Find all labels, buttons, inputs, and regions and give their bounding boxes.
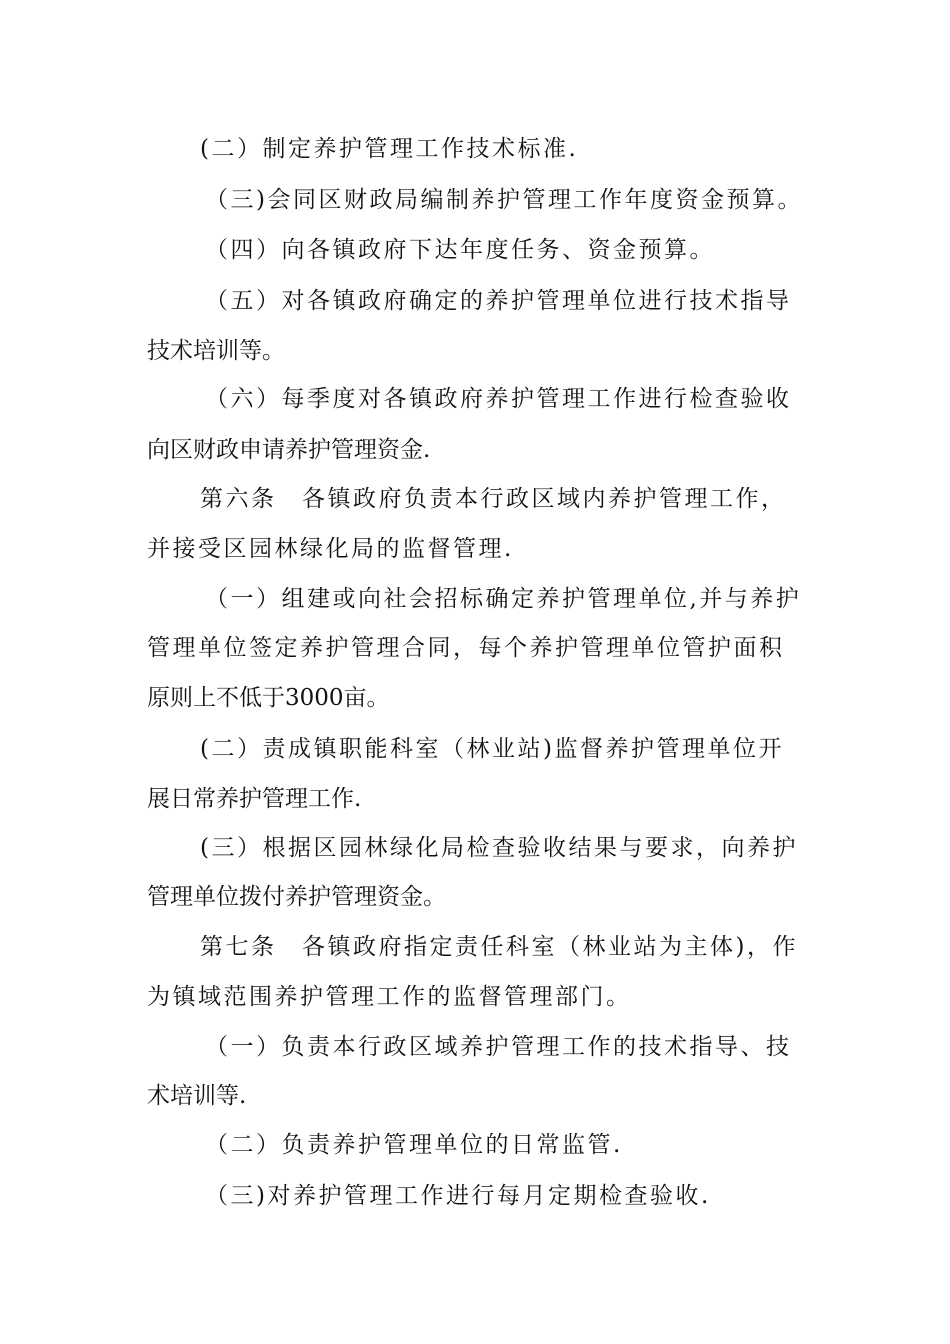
text-line: （三)会同区财政局编制养护管理工作年度资金预算。 <box>205 187 803 213</box>
text-line: 技术培训等。 <box>147 338 285 364</box>
text-line: （二）负责养护管理单位的日常监管. <box>205 1132 623 1158</box>
text-line: 为镇域范围养护管理工作的监督管理部门。 <box>147 984 632 1010</box>
section-heading-line: 第七条 各镇政府指定责任科室（林业站为主体)，作 <box>200 934 798 960</box>
text-line: （四）向各镇政府下达年度任务、资金预算。 <box>205 237 715 263</box>
text-line: (二）制定养护管理工作技术标准. <box>200 136 579 162</box>
text-line: 展日常养护管理工作. <box>147 786 362 812</box>
text-line: （六）每季度对各镇政府养护管理工作进行检查验收 <box>205 386 792 412</box>
text-line: 原则上不低于3000亩。 <box>147 685 390 711</box>
text-line: （一）组建或向社会招标确定养护管理单位,并与养护 <box>205 586 802 612</box>
text-line: （三)对养护管理工作进行每月定期检查验收. <box>205 1183 711 1209</box>
text-line: 管理单位签定养护管理合同，每个养护管理单位管护面积 <box>147 635 785 661</box>
text-line: (二）责成镇职能科室（林业站)监督养护管理单位开 <box>200 736 784 762</box>
text-line: 术培训等. <box>147 1083 247 1109</box>
text-line: （一）负责本行政区域养护管理工作的技术指导、技 <box>205 1034 792 1060</box>
text-line: 向区财政申请养护管理资金. <box>147 437 431 463</box>
text-line: 并接受区园林绿化局的监督管理. <box>147 536 514 562</box>
text-line: (三）根据区园林绿化局检查验收结果与要求，向养护 <box>200 835 798 861</box>
text-line: 管理单位拨付养护管理资金。 <box>147 884 446 910</box>
text-line: （五）对各镇政府确定的养护管理单位进行技术指导 <box>205 288 792 314</box>
section-heading-line: 第六条 各镇政府负责本行政区域内养护管理工作， <box>200 486 787 512</box>
